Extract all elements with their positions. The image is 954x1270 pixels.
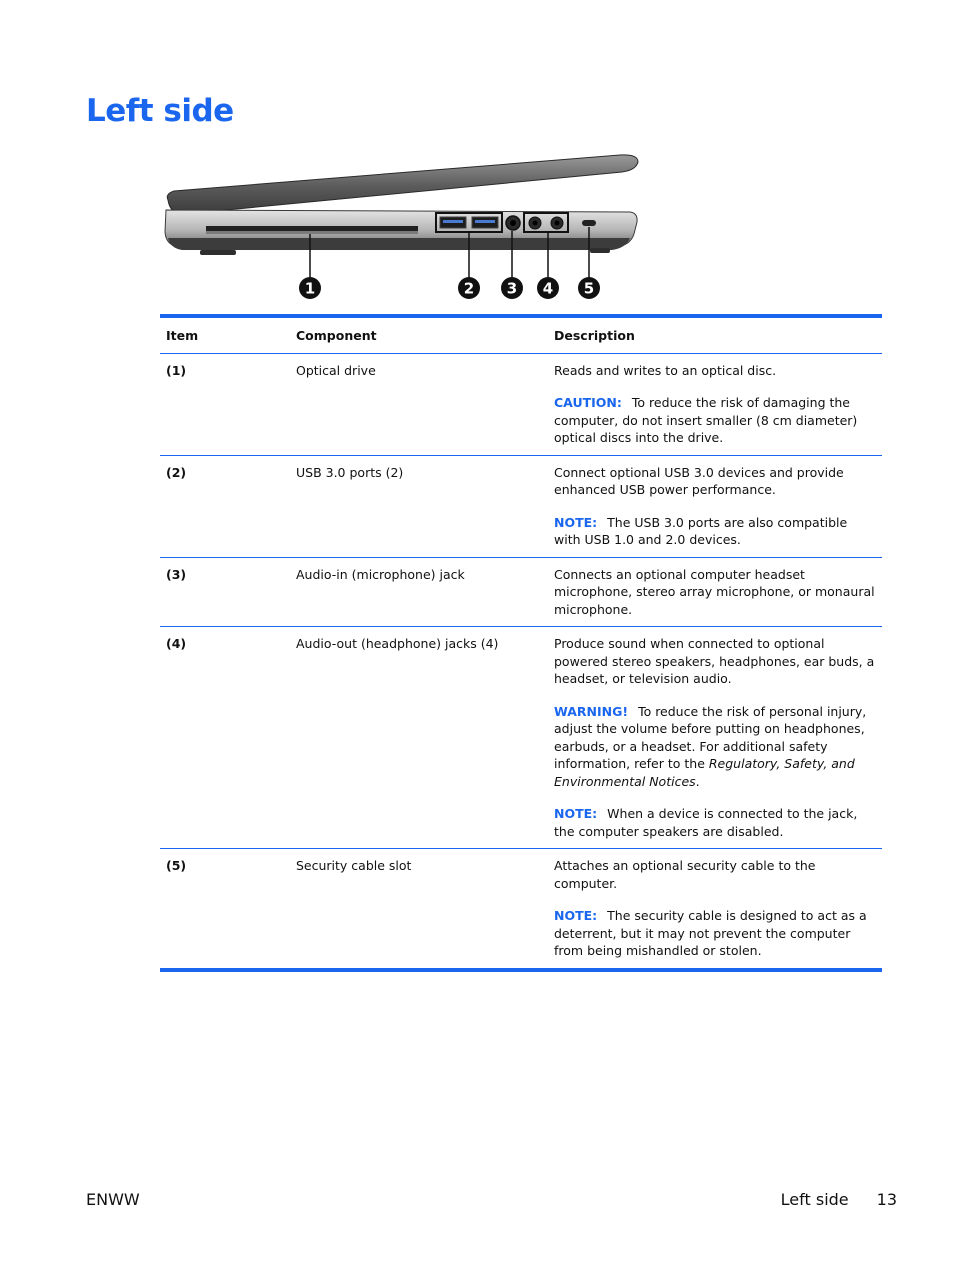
item-number: (2) xyxy=(160,455,290,557)
description-text: Attaches an optional security cable to the computer. xyxy=(554,858,816,891)
page-title: Left side xyxy=(86,93,234,129)
callout-number: 4 xyxy=(542,279,554,298)
warning-label: WARNING! xyxy=(554,703,629,719)
caution-text: To reduce the risk of damaging the computer, do not insert smaller (8 cm diameter) optical discs into the drive. xyxy=(554,395,858,445)
table-row xyxy=(160,849,882,970)
footer-right xyxy=(781,1190,897,1209)
component-name: Optical drive xyxy=(296,362,376,378)
warning-end: . xyxy=(695,773,700,789)
footer-section-title: Left side xyxy=(780,1190,849,1209)
note-text: The USB 3.0 ports are also compatible with USB 1.0 and 2.0 devices. xyxy=(554,514,848,547)
table-row xyxy=(160,455,882,557)
table-row xyxy=(160,627,882,849)
page-number: 13 xyxy=(876,1190,897,1209)
callout-number: 1 xyxy=(304,279,316,298)
description-text: Reads and writes to an optical disc. xyxy=(554,362,777,378)
description-cell xyxy=(548,627,882,849)
callout-marker-1 xyxy=(299,277,321,299)
note xyxy=(554,907,876,960)
callout-number: 5 xyxy=(583,279,595,298)
component-name: Security cable slot xyxy=(290,849,548,970)
warning-note xyxy=(554,703,876,791)
callout-marker-3 xyxy=(501,277,523,299)
item-number: (4) xyxy=(160,627,290,849)
callout-number: 2 xyxy=(463,279,475,298)
description-text: Produce sound when connected to optional powered stereo speakers, headphones, ear buds, a headset, or television audio. xyxy=(554,636,875,686)
note-label: NOTE: xyxy=(554,806,598,821)
note xyxy=(554,514,876,549)
warning-text: To reduce the risk of personal injury, adjust the volume before putting on headphones, earbuds, or a headset. For additional safety information, refer to the xyxy=(554,703,867,771)
callout-marker-4 xyxy=(537,277,559,299)
callout-marker-2 xyxy=(458,277,480,299)
table-header-row xyxy=(160,316,882,353)
callout-number: 3 xyxy=(506,279,518,298)
header-item: Item xyxy=(160,316,290,353)
note-text: The security cable is designed to act as a deterrent, but it may not prevent the computer from being mishandled or stolen. xyxy=(554,908,867,958)
callout-marker-5 xyxy=(578,277,600,299)
note-text: When a device is connected to the jack, the computer speakers are disabled. xyxy=(554,806,858,839)
laptop-left-side-figure xyxy=(160,150,650,310)
description-cell xyxy=(548,849,882,970)
header-component: Component xyxy=(290,316,548,353)
note-label: NOTE: xyxy=(554,908,598,923)
description-cell xyxy=(548,353,882,455)
warning-reference: Regulatory, Safety, and Environmental Notices xyxy=(554,756,855,789)
component-name: Audio-in (microphone) jack xyxy=(290,557,548,627)
item-number: (3) xyxy=(160,557,290,627)
description-cell xyxy=(548,455,882,557)
note xyxy=(554,805,876,840)
description-text: Connects an optional computer headset microphone, stereo array microphone, or monaural microphone. xyxy=(554,566,875,617)
caution-label: CAUTION: xyxy=(554,395,622,410)
component-table xyxy=(160,314,882,972)
note-label: NOTE: xyxy=(554,514,598,530)
header-description: Description xyxy=(548,316,882,353)
component-name: USB 3.0 ports (2) xyxy=(290,455,548,557)
caution-note xyxy=(554,394,876,447)
laptop-lid xyxy=(167,155,638,214)
table-row xyxy=(160,353,882,455)
security-slot-icon xyxy=(582,220,596,226)
description-text: Connect optional USB 3.0 devices and provide enhanced USB power performance. xyxy=(554,464,844,497)
table-row xyxy=(160,557,882,627)
description-cell xyxy=(548,557,882,627)
item-number: (1) xyxy=(166,362,187,378)
item-number: (5) xyxy=(160,849,290,970)
footer-label: ENWW xyxy=(86,1190,140,1209)
component-name: Audio-out (headphone) jacks (4) xyxy=(290,627,548,849)
optical-drive-slot xyxy=(206,226,418,231)
